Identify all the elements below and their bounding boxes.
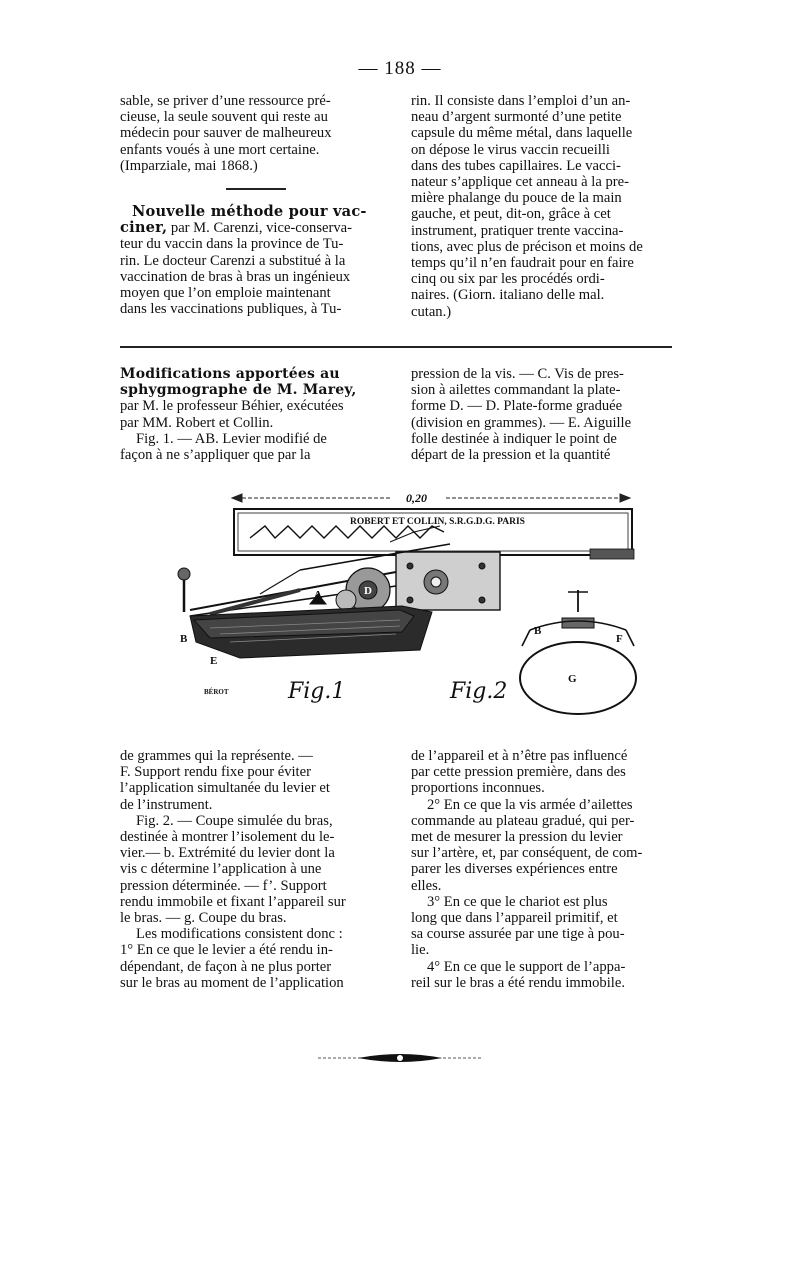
- text-line: de l’appareil et à n’être pas influencé: [411, 748, 628, 764]
- bottom-left-column: [120, 748, 390, 991]
- text-line: sur l’artère, et, par conséquent, de com-: [411, 845, 643, 862]
- text-line-part: par M. Carenzi, vice-conserva-: [170, 220, 353, 237]
- text-line: tions, avec plus de précison et moins de: [411, 238, 643, 255]
- text-line: Fig. 2. — Coupe simulée du bras,: [136, 812, 333, 829]
- page-number: — 188 —: [358, 58, 442, 79]
- text-line: parer les diverses expériences entre: [411, 861, 618, 878]
- label-D: D: [364, 585, 372, 597]
- text-line: temps qu’il n’en faudrait pour en faire: [411, 255, 634, 272]
- text-line: sion à ailettes commandant la plate-: [411, 382, 621, 399]
- text-line: proportions inconnues.: [411, 780, 545, 797]
- label-G-fig2: G: [568, 673, 577, 685]
- text-line: dans les vaccinations publiques, à Tu-: [120, 301, 342, 318]
- text-line: destinée à montrer l’isolement du le-: [120, 829, 335, 846]
- text-line: cieuse, la seule souvent qui reste au: [120, 109, 328, 126]
- label-B: B: [180, 633, 188, 645]
- maker-label: ROBERT ET COLLIN, S.R.G.D.G. PARIS: [350, 517, 525, 527]
- text-line: forme D. — D. Plate-forme graduée: [411, 398, 623, 415]
- clockwork-box: [396, 552, 500, 610]
- text-line: 1° En ce que le levier a été rendu in-: [120, 942, 333, 959]
- top-right-column: [411, 93, 673, 320]
- text-line: dépendant, de façon à ne plus porter: [120, 958, 332, 975]
- text-line: gauche, et peut, dit-on, grâce à cet: [411, 206, 611, 223]
- text-line: teur du vaccin dans la province de Tu-: [120, 236, 344, 253]
- text-line: de l’instrument.: [120, 796, 213, 813]
- text-line: pression déterminée. — f’. Support: [120, 877, 327, 894]
- text-line: vis c détermine l’application à une: [120, 861, 322, 878]
- label-A: A: [314, 589, 322, 601]
- text-line: elles.: [411, 877, 442, 894]
- label-b-fig2: B: [534, 625, 542, 637]
- top-left-column: [120, 93, 390, 174]
- sphygmo-right: [411, 366, 673, 463]
- text-line: lie.: [411, 942, 430, 959]
- bottom-right-column: [411, 748, 673, 991]
- article-title: Modifications apportées au: [120, 366, 340, 382]
- text-line: rendu immobile et fixant l’appareil sur: [120, 893, 346, 910]
- text-line: 3° En ce que le chariot est plus: [427, 893, 608, 910]
- text-line: F. Support rendu fixe pour éviter: [120, 764, 311, 781]
- text-line: on dépose le virus vaccin recueilli: [411, 141, 610, 158]
- text-line: neau d’argent surmonté d’une petite: [411, 109, 622, 126]
- text-line: le bras. — g. Coupe du bras.: [120, 910, 287, 927]
- text-line: reil sur le bras a été rendu immobile.: [411, 974, 625, 991]
- article-title: Nouvelle méthode pour vac-: [132, 203, 367, 220]
- article-divider: [120, 346, 672, 348]
- end-ornament: [318, 1052, 482, 1064]
- text-line: vier.— b. Extrémité du levier dont la: [120, 845, 335, 862]
- text-line: [120, 220, 390, 236]
- fig1-caption: Fig.1: [288, 679, 346, 704]
- citation: (Imparziale, mai 1868.): [120, 157, 258, 174]
- text-line: départ de la pression et la quantité: [411, 447, 611, 464]
- text-line: façon à ne s’appliquer que par la: [120, 447, 311, 464]
- text-line: 2° En ce que la vis armée d’ailettes: [427, 796, 633, 813]
- text-line: nateur s’applique cet anneau à la pre-: [411, 174, 629, 191]
- text-line: vaccination de bras à bras un ingénieux: [120, 268, 351, 285]
- text-line: par cette pression première, dans des: [411, 764, 626, 781]
- text-line: cinq ou six par les procédés ordi-: [411, 271, 605, 288]
- text-line: naires. (Giorn. italiano delle mal.: [411, 287, 605, 304]
- sphygmograph-engraving: [150, 482, 670, 722]
- bracelet-base: [190, 606, 432, 658]
- text-line: folle destinée à indiquer le point de: [411, 430, 617, 447]
- text-line: Fig. 1. — AB. Levier modifié de: [136, 430, 327, 447]
- text-line: capsule du même métal, dans laquelle: [411, 125, 633, 142]
- section-divider: [226, 188, 286, 190]
- text-line: long que dans l’appareil primitif, et: [411, 910, 618, 927]
- text-line: 4° En ce que le support de l’appa-: [427, 958, 626, 975]
- text-line: Les modifications consistent donc :: [136, 926, 343, 943]
- text-line: sa course assurée par une tige à pou-: [411, 926, 625, 943]
- vaccine-article: [120, 204, 390, 317]
- text-line: de grammes qui la représente. —: [120, 748, 313, 764]
- scale-label: 0,20: [406, 491, 427, 505]
- text-line: rin. Le docteur Carenzi a substitué à la: [120, 252, 346, 269]
- text-line: sable, se priver d’une ressource pré-: [120, 93, 331, 109]
- text-line: instrument, pratiquer trente vaccina-: [411, 222, 624, 239]
- engraver-signature: BÉROT: [204, 688, 229, 696]
- text-line: l’application simultanée du levier et: [120, 780, 330, 797]
- text-line: par MM. Robert et Collin.: [120, 414, 274, 431]
- text-line: cutan.): [411, 303, 452, 320]
- text-line: médecin pour sauver de malheureux: [120, 125, 332, 142]
- text-line: (division en grammes). — E. Aiguille: [411, 414, 632, 431]
- fig2-caption: Fig.2: [450, 679, 508, 704]
- text-line: enfants voués à une mort certaine.: [120, 141, 320, 158]
- text-line: commande au plateau gradué, qui per-: [411, 812, 635, 829]
- text-line: pression de la vis. — C. Vis de pres-: [411, 366, 624, 382]
- text-line: met de mesurer la pression du levier: [411, 829, 623, 846]
- label-F-fig2: F: [616, 633, 623, 645]
- text-line: moyen que l’on emploie maintenant: [120, 285, 331, 302]
- sphygmo-left: [120, 366, 390, 463]
- article-title: sphygmographe de M. Marey,: [120, 382, 357, 399]
- arm-section-diagram: [520, 590, 636, 714]
- text-line: mière phalange du pouce de la main: [411, 190, 622, 207]
- text-line: dans des tubes capillaires. Le vacci-: [411, 157, 621, 174]
- text-line: par M. le professeur Béhier, exécutées: [120, 398, 344, 415]
- text-line: sur le bras au moment de l’application: [120, 974, 344, 991]
- label-E: E: [210, 655, 218, 667]
- text-line: rin. Il consiste dans l’emploi d’un an-: [411, 93, 631, 109]
- scale-arrow: [232, 494, 630, 502]
- article-title-cont: ciner,: [120, 219, 168, 237]
